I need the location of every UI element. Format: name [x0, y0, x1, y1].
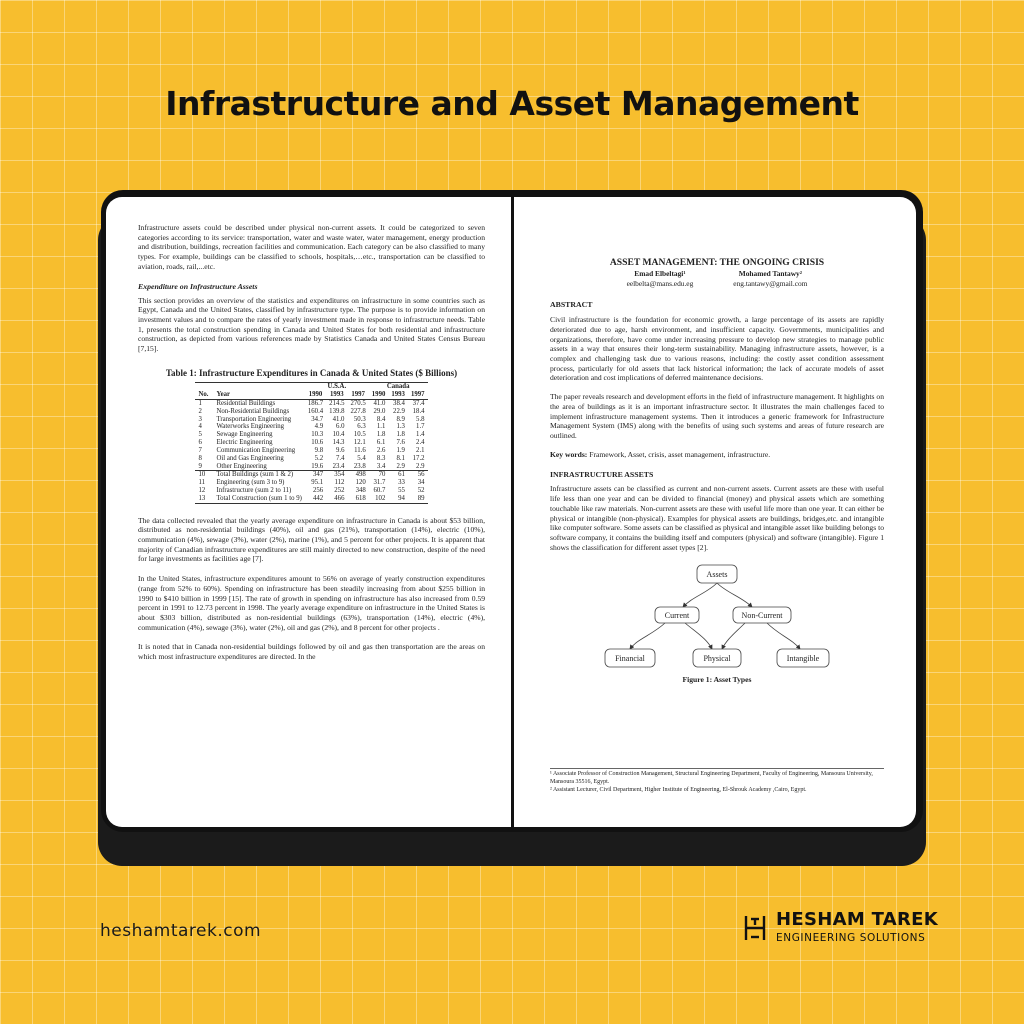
- infra-heading: INFRASTRUCTURE ASSETS: [550, 469, 654, 479]
- table-cell: 10.6: [311, 439, 324, 447]
- row-number: 7: [198, 446, 202, 454]
- row-label: Sewage Engineering: [216, 431, 273, 439]
- brand-logo: [742, 911, 938, 944]
- table-cell: 8.9: [396, 415, 405, 423]
- table-cell: 8.4: [376, 415, 386, 423]
- table-row: [195, 400, 427, 408]
- row-label: Waterworks Engineering: [216, 423, 285, 431]
- table-cell: 4.9: [314, 423, 324, 431]
- brand-subtitle: ENGINEERING SOLUTIONS: [776, 932, 926, 944]
- row-label: Total Construction (sum 1 to 9): [216, 494, 302, 502]
- expenditure-table: [195, 382, 427, 503]
- table-cell: 6.3: [357, 423, 366, 431]
- table-cell: 270.5: [350, 400, 366, 408]
- table-cell: 5.4: [357, 454, 366, 462]
- table-cell: 41.0: [332, 415, 345, 423]
- row-number: 13: [198, 494, 206, 502]
- abstract-heading: ABSTRACT: [550, 300, 593, 310]
- table-cell: 10.5: [353, 431, 366, 439]
- table-cell: 31.7: [373, 479, 386, 487]
- table-cell: 11.6: [354, 446, 366, 454]
- node-physical: Physical: [703, 653, 731, 663]
- table-cell: 29.0: [373, 407, 386, 415]
- table-cell: 256: [312, 486, 324, 494]
- table-row: [195, 463, 427, 471]
- table-cell: 8.3: [376, 454, 386, 462]
- table-cell: 5.2: [314, 454, 324, 462]
- footnotes: [550, 768, 884, 796]
- table-row: [195, 471, 427, 479]
- table-cell: 2.4: [416, 439, 425, 447]
- table-cell: 347: [312, 471, 324, 479]
- table-cell: 186.7: [307, 400, 324, 408]
- footnote-1: ¹ Associate Professor of Construction Management, Structural Engineering Department, Faculty of Engineering, Mansoura University, Mansoura 35516, Egypt.: [550, 771, 873, 785]
- row-number: 10: [198, 471, 206, 479]
- row-number: 9: [198, 462, 202, 470]
- figure-caption: Figure 1: Asset Types: [682, 674, 752, 684]
- table-cell: 95.1: [311, 479, 324, 487]
- table-cell: 10.4: [332, 431, 345, 439]
- year-header: 1997: [410, 391, 425, 399]
- table-cell: 94: [398, 494, 405, 502]
- brand-name: HESHAM TAREK: [776, 909, 939, 930]
- col-year: Year: [216, 391, 231, 399]
- edge-noncurrent-intangible: [767, 623, 800, 649]
- row-label: Communication Engineering: [216, 446, 296, 454]
- table-cell: 7.4: [335, 454, 345, 462]
- table-row: [195, 455, 427, 463]
- table-cell: 466: [334, 494, 345, 502]
- row-number: 8: [198, 454, 202, 462]
- edge-current-financial: [630, 623, 665, 649]
- table-row: [195, 439, 427, 447]
- table-row: [195, 431, 427, 439]
- table-cell: 33: [398, 479, 405, 487]
- col-no: No.: [198, 391, 209, 399]
- table-cell: 2.9: [396, 462, 405, 470]
- table-cell: 1.3: [396, 423, 405, 431]
- table-cell: 61: [398, 471, 405, 479]
- abstract-paragraph-1: Civil infrastructure is the foundation for economic growth, a large percentage of its assets are rapidly deteriorated due to age, harsh environment, and insufficient capacity. Governments, municipalities and organizations, therefore, have come under increasing pressure to develop new strategies to manage public assets in a way that ensures their long-term sustainability. Managing infrastructure assets, however, is a complex and challenging task due to various reasons, including: the costly asset condition assessment process, particularly for old assets that lack historical information; the lack of accurate models of asset deterioration and cost implications of deferred maintenance decisions.: [550, 315, 884, 383]
- table-cell: 23.4: [332, 462, 345, 470]
- edge-assets-current: [683, 583, 717, 607]
- paper-title: ASSET MANAGEMENT: THE ONGOING CRISIS: [609, 257, 825, 268]
- author-2-email: eng.tantawy@gmail.com: [733, 278, 808, 288]
- row-label: Electric Engineering: [216, 439, 273, 447]
- table-cell: 10.3: [311, 431, 324, 439]
- edge-assets-noncurrent: [717, 583, 752, 607]
- row-label: Total Buildings (sum 1 & 2): [216, 471, 294, 479]
- table-cell: 227.8: [350, 407, 366, 415]
- table-cell: 9.8: [314, 446, 324, 454]
- table-row: [195, 495, 427, 503]
- table-row: [195, 408, 427, 416]
- table-cell: 618: [355, 494, 366, 502]
- row-number: 5: [198, 431, 202, 439]
- table-cell: 7.6: [396, 439, 405, 447]
- table-cell: 37.4: [412, 400, 425, 408]
- row-label: Engineering (sum 3 to 9): [216, 479, 285, 487]
- author-1-name: Emad Elbeltagi¹: [634, 269, 686, 279]
- table-row: [195, 479, 427, 487]
- table-cell: 120: [355, 479, 366, 487]
- author-1-email: eelbelta@mans.edu.eg: [626, 278, 694, 288]
- table-cell: 34.7: [311, 415, 324, 423]
- year-header: 1993: [391, 391, 405, 399]
- row-number: 4: [198, 423, 202, 431]
- edge-current-physical: [685, 623, 712, 649]
- section-title: Expenditure on Infrastructure Assets: [138, 281, 258, 291]
- row-label: Non-Residential Buildings: [216, 407, 290, 415]
- table-cell: 56: [417, 471, 425, 479]
- keywords-text: Framework, Asset, crisis, asset management, infrastructure.: [587, 449, 771, 459]
- website-link[interactable]: heshamtarek.com: [100, 921, 262, 941]
- last-paragraph: It is noted that in Canada non-residential buildings followed by oil and gas then transportation are the areas on which most infrastructure expenditures are directed. In the: [138, 642, 485, 662]
- table-cell: 6.0: [335, 423, 345, 431]
- table-row: [195, 447, 427, 455]
- node-current: Current: [664, 610, 690, 620]
- table-cell: 38.4: [393, 400, 405, 408]
- node-assets: Assets: [706, 569, 728, 579]
- table-cell: 52: [417, 486, 425, 494]
- row-label: Residential Buildings: [216, 400, 276, 408]
- edge-noncurrent-physical: [722, 623, 745, 649]
- table-cell: 89: [417, 494, 425, 502]
- table-cell: 41.0: [373, 400, 386, 408]
- table-cell: 2.6: [376, 446, 386, 454]
- table-cell: 2.9: [416, 462, 425, 470]
- keywords-label: Key words:: [550, 449, 588, 459]
- row-number: 1: [198, 400, 202, 408]
- table-cell: 3.4: [376, 462, 386, 470]
- footnote-2: ² Assistant Lecturer, Civil Department, Higher Institute of Engineering, El-Shrouk Academy ,Cairo, Egypt.: [550, 787, 807, 793]
- year-header: 1990: [371, 391, 386, 399]
- table-row: [195, 487, 427, 495]
- keywords: [550, 450, 884, 460]
- year-header: 1997: [351, 391, 365, 399]
- infra-paragraph: Infrastructure assets can be classified as current and non-current assets. Current assets are these with useful life less than one year and can be divided to financial (money) and physical assets which are something touchable like raw materials. Non-current assets are these with useful life more than one year. It can either be physical or intangible (non-physical). Examples for physical assets are buildings, bridges,etc. and intangible like computer software. Some assets can be classified as physical and intangible asset like building belongs to software company, it contains the building itself and computers (physical) and software (intangible). Figure 1 shows the classification for different asset types [2].: [550, 484, 884, 552]
- table-cell: 1.9: [396, 446, 405, 454]
- row-number: 2: [198, 407, 202, 415]
- table-cell: 8.1: [396, 454, 405, 462]
- row-number: 12: [198, 486, 206, 494]
- table-cell: 14.3: [332, 439, 345, 447]
- row-label: Transportation Engineering: [216, 415, 292, 423]
- table-cell: 17.2: [412, 454, 425, 462]
- brand-logo-icon: [742, 914, 768, 942]
- author-2: [733, 269, 807, 288]
- table-cell: 1.4: [416, 431, 425, 439]
- row-label: Oil and Gas Engineering: [216, 454, 284, 462]
- row-label: Other Engineering: [216, 462, 267, 470]
- group-canada: Canada: [369, 383, 428, 391]
- table-cell: 5.8: [416, 415, 425, 423]
- table-cell: 348: [355, 486, 366, 494]
- authors: [550, 269, 884, 288]
- table-row: [195, 416, 427, 424]
- brand-text: [776, 911, 938, 944]
- group-usa: U.S.A.: [305, 383, 369, 391]
- section-paragraph: This section provides an overview of the statistics and expenditures on infrastructure in some countries such as Egypt, Canada and the United States, classified by infrastructure type. The purpose is to provide information on investment values and to compare the rates of yearly investment made in response to infrastructure needs. Table 1, presents the total construction spending in Canada and United States for both residential and infrastructure construction, as depicted from various references made by Statistics Canada and United States Census Bureau [7,15].: [138, 295, 485, 354]
- node-noncurrent: Non-Current: [741, 610, 783, 620]
- table-cell: 19.6: [311, 462, 324, 470]
- us-paragraph: In the United States, infrastructure expenditures amount to 56% on average of yearly construction expenditures (range from 52% to 60%). Spending on infrastructure has been steadily increasing from about $255 billion in 1990 to $410 billion in 1999 [15]. The rate of growth in spending on infrastructure has also increased from 0.59 percent in 1991 to 12.73 percent in 1998. The yearly average expenditure on infrastructure in the United States is about $303 billion, distributed as non-residential buildings (63%), transportation (14%), electric (4%), communication (4%), sewage (3%), water (2%), oil and gas (2%), and 8 percent for other projects .: [138, 574, 485, 632]
- table-cell: 50.3: [353, 415, 366, 423]
- table-cell: 70: [378, 471, 386, 479]
- table-cell: 442: [312, 494, 324, 502]
- table-cell: 1.7: [416, 423, 425, 431]
- table-cell: 139.8: [329, 407, 345, 415]
- right-page: [514, 197, 916, 827]
- table-cell: 22.9: [393, 407, 405, 415]
- canada-paragraph: The data collected revealed that the yearly average expenditure on infrastructure in Canada is about $53 billion, distributed as non-residential buildings (40%), oil and gas (21%), transportation (14%), electric (10%), communication (4%), sewage (3%), water (2%), marine (1%), and 5 percent for other projects. It is apparent that majority of Canadian infrastructure expenditures are still mainly directed to new construction, despite of the need for large investments as facilities age [7].: [138, 515, 485, 564]
- year-header: 1990: [308, 391, 323, 399]
- table-cell: 160.4: [307, 407, 324, 415]
- table-cell: 18.4: [412, 407, 425, 415]
- table-cell: 1.1: [376, 423, 386, 431]
- row-label: Infrastructure (sum 2 to 11): [216, 486, 292, 494]
- year-header: 1993: [330, 391, 344, 399]
- node-financial: Financial: [615, 653, 645, 663]
- table-cell: 55: [398, 486, 405, 494]
- table-cell: 2.1: [416, 446, 425, 454]
- table-cell: 23.8: [353, 462, 366, 470]
- headline: Infrastructure and Asset Management: [165, 84, 859, 123]
- table-cell: 498: [355, 471, 366, 479]
- row-number: 6: [198, 439, 202, 447]
- author-2-name: Mohamed Tantawy²: [738, 269, 802, 279]
- table-row: [195, 423, 427, 431]
- table-cell: 354: [334, 471, 345, 479]
- row-number: 3: [198, 415, 202, 423]
- abstract-paragraph-2: The paper reveals research and development efforts in the field of infrastructure management. It highlights on the area of buildings as it is an important infrastructure sector. It illustrates the main challenges faced to implement infrastructure management systems. Then it introduces a generic framework for Infrastructure Management System (IMS) along with the benefits of using such systems and areas of future research are outlined.: [550, 392, 884, 441]
- table-cell: 1.8: [376, 431, 386, 439]
- row-number: 11: [198, 479, 205, 487]
- table-cell: 60.7: [373, 486, 386, 494]
- table-cell: 214.5: [329, 400, 345, 408]
- table-title: Table 1: Infrastructure Expenditures in Canada & United States ($ Billions): [165, 367, 458, 378]
- intro-paragraph: Infrastructure assets could be described under physical non-current assets. It could be categorized to seven categories according to its service: transportation, water and waste water, water management, energy production and distribution, buildings, recreation facilities and communication. Each category can be also classified to many types. For example, buildings can be classified to schools, hospitals,…etc., transportation can be classified to aviation, roads, rail,...etc.: [138, 223, 485, 271]
- table-cell: 34: [417, 479, 425, 487]
- author-1: [627, 269, 694, 288]
- table-cell: 6.1: [376, 439, 386, 447]
- table-cell: 252: [334, 486, 345, 494]
- asset-types-diagram: [597, 561, 837, 673]
- table-cell: 102: [375, 494, 386, 502]
- table-cell: 9.6: [335, 446, 345, 454]
- table-cell: 12.1: [353, 439, 366, 447]
- table-cell: 1.8: [396, 431, 405, 439]
- table-cell: 112: [334, 479, 345, 487]
- left-page: [106, 197, 511, 827]
- node-intangible: Intangible: [786, 653, 820, 663]
